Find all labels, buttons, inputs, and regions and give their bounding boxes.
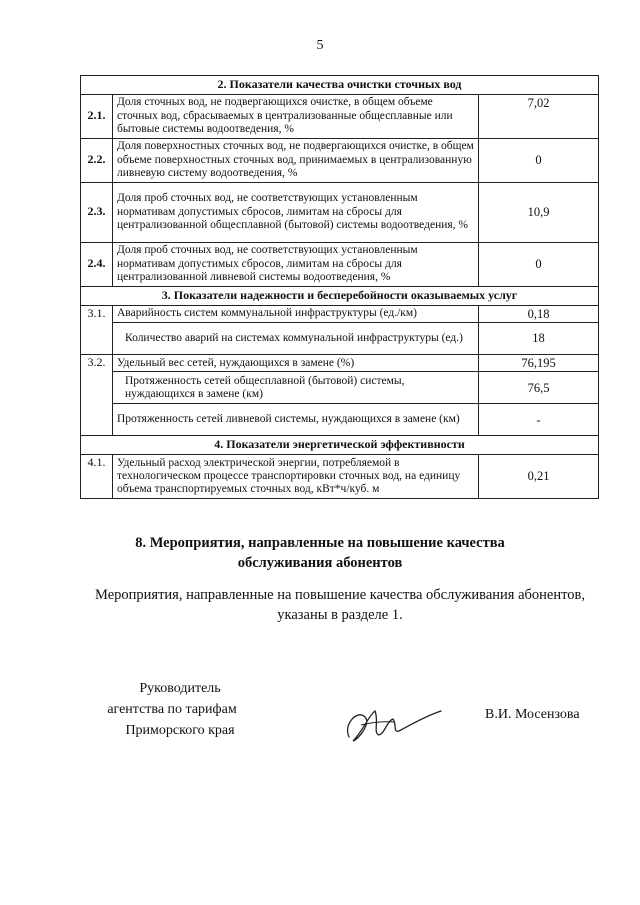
row-value: 10,9 — [479, 182, 599, 242]
section-title: 4. Показатели энергетической эффективности — [81, 436, 599, 455]
signer-title-line: Руководитель — [139, 681, 221, 696]
section-heading-line: обслуживания абонентов — [237, 555, 403, 572]
table-row — [81, 322, 599, 354]
row-value: 18 — [479, 322, 599, 354]
row-value: 0 — [479, 138, 599, 182]
row-description: Аварийность систем коммунальной инфраструктуры (ед./км) — [113, 305, 479, 322]
table-row — [81, 305, 599, 322]
row-number: 4.1. — [81, 455, 113, 499]
row-value: 0,18 — [479, 305, 599, 322]
table-row — [81, 138, 599, 182]
row-description: Доля поверхностных сточных вод, не подвергающихся очистке, в общем объеме поверхностных сточных вод, принимаемых в централизованную ливневую систему водоотведения, % — [113, 138, 479, 182]
row-value: 76,195 — [479, 354, 599, 371]
section-title: 2. Показатели качества очистки сточных вод — [81, 76, 599, 95]
signer-title-line: агентства по тарифам — [107, 702, 237, 717]
table-row — [81, 455, 599, 499]
signer-title-line: Приморского края — [125, 723, 235, 738]
page-number: 5 — [316, 38, 324, 53]
body-line: указаны в разделе 1. — [277, 607, 403, 624]
row-number: 2.2. — [81, 138, 113, 182]
row-description: Доля проб сточных вод, не соответствующих установленным нормативам допустимых сбросов, лимитам на сбросы для централизованной общесплавной (бытовой) системы водоотведения, % — [113, 182, 479, 242]
signature-icon — [335, 695, 445, 750]
row-number: 3.1. — [81, 305, 113, 354]
section-title: 3. Показатели надежности и бесперебойности оказываемых услуг — [81, 286, 599, 305]
row-value: 0,21 — [479, 455, 599, 499]
table-row — [81, 372, 599, 404]
row-description: Удельный расход электрической энергии, потребляемой в технологическом процессе транспортировки сточных вод, на единицу объема транспортируемых сточных вод, кВт*ч/куб. м — [113, 455, 479, 499]
section-header-row — [81, 76, 599, 95]
row-description: Доля проб сточных вод, не соответствующих установленным нормативам допустимых сбросов, лимитам на сбросы для централизованной ливневой системы водоотведения, % — [113, 242, 479, 286]
row-value: - — [479, 404, 599, 436]
row-number: 2.4. — [81, 242, 113, 286]
signer-name: В.И. Мосензова — [485, 707, 580, 722]
body-paragraph — [70, 585, 610, 626]
table-row — [81, 94, 599, 138]
signer-title — [100, 678, 260, 741]
row-description: Удельный вес сетей, нуждающихся в замене (%) — [113, 354, 479, 371]
row-value: 76,5 — [479, 372, 599, 404]
row-description: Протяженность сетей общесплавной (бытовой) системы, нуждающихся в замене (км) — [113, 372, 479, 404]
table-row — [81, 354, 599, 371]
section-header-row — [81, 436, 599, 455]
body-line: Мероприятия, направленные на повышение качества обслуживания абонентов, — [95, 587, 585, 603]
row-number: 3.2. — [81, 354, 113, 435]
row-value: 7,02 — [479, 94, 599, 138]
row-description: Доля сточных вод, не подвергающихся очистке, в общем объеме сточных вод, сбрасываемых в централизованные общесплавные или бытовые системы водоотведения, % — [113, 94, 479, 138]
section-header-row — [81, 286, 599, 305]
section-heading — [60, 533, 580, 574]
row-description: Количество аварий на системах коммунальной инфраструктуры (ед.) — [113, 322, 479, 354]
row-value: 0 — [479, 242, 599, 286]
row-number: 2.1. — [81, 94, 113, 138]
table-row — [81, 182, 599, 242]
table-row — [81, 404, 599, 436]
row-description: Протяженность сетей ливневой системы, нуждающихся в замене (км) — [113, 404, 479, 436]
table-row — [81, 242, 599, 286]
section-heading-line: 8. Мероприятия, направленные на повышение качества — [135, 535, 505, 551]
row-number: 2.3. — [81, 182, 113, 242]
indicators-table — [80, 75, 599, 499]
